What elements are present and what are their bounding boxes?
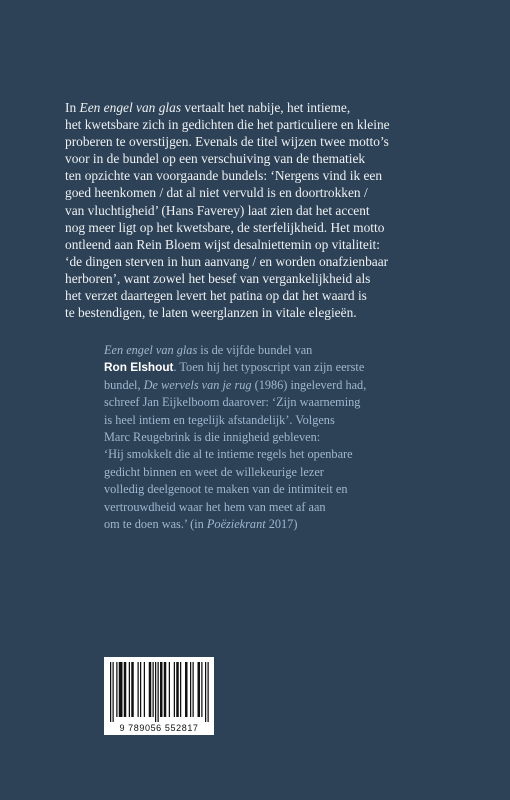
bio-line [104, 516, 434, 533]
magazine-title-italic: Poëziekrant [206, 517, 266, 532]
blurb-line: goed heenkomen / dat al niet vervuld is en doortrokken / [65, 185, 368, 201]
bio-line: is heel intiem en tegelijk afstandelijk’. Volgens [104, 412, 335, 427]
bio-line: ‘Hij smokkelt die al te intieme regels het openbare [104, 447, 353, 462]
blurb-line: proberen te overstijgen. Evenals de titel wijzen twee motto’s [65, 134, 389, 150]
book-title-italic: Een engel van glas [79, 100, 182, 115]
bio-line [104, 359, 434, 376]
author-name: Ron Elshout [104, 360, 174, 375]
bio-text: 2017) [265, 517, 298, 532]
bio-line: vertrouwdheid waar het hem van meet af aan [104, 499, 326, 514]
debut-title-italic: De wervels van je rug [143, 377, 252, 392]
blurb-line: voor in de bundel op een verschuiving van de thematiek [65, 151, 366, 167]
blurb-line: ten opzichte van voorgaande bundels: ‘Nergens vind ik een [65, 168, 383, 184]
bio-line: volledig deelgenoot te maken van de intimiteit en [104, 482, 348, 497]
bio-line [104, 342, 434, 359]
bio-line: gedicht binnen en weet de willekeurige lezer [104, 464, 324, 479]
bio-text: is de vijfde bundel van [197, 343, 313, 357]
isbn-number: 9 789056 552817 [119, 723, 199, 733]
book-title-italic: Een engel van glas [104, 343, 198, 357]
blurb-line: het verzet daartegen levert het patina op dat het waard is [65, 288, 367, 304]
bio-text: bundel, [104, 377, 144, 392]
blurb-line: herboren’, want zowel het besef van vergankelijkheid als [65, 270, 371, 286]
bio-line: Marc Reugebrink is die innigheid gebleven: [104, 430, 321, 445]
blurb-text: In [65, 100, 80, 115]
blurb-line [65, 99, 465, 116]
barcode-bars [108, 662, 210, 722]
bio-line [104, 377, 434, 394]
blurb-line: nog meer ligt op het kwetsbare, de sterfelijkheid. Het motto [65, 219, 385, 235]
bio-text: . Toen hij het typoscript van zijn eerste [173, 360, 365, 375]
blurb-text: vertaalt het nabije, het intieme, [181, 100, 351, 115]
blurb-line: het kwetsbare zich in gedichten die het particuliere en kleine [65, 117, 390, 133]
blurb-line: ontleend aan Rein Bloem wijst desalniettemin op vitaliteit: [65, 236, 380, 252]
author-bio-paragraph [104, 342, 434, 533]
isbn-barcode [104, 657, 214, 735]
bio-text: om te doen was.’ (in [104, 517, 207, 532]
bio-line: schreef Jan Eijkelboom daarover: ‘Zijn waarneming [104, 395, 361, 410]
blurb-line: van vluchtigheid’ (Hans Faverey) laat zien dat het accent [65, 202, 370, 218]
blurb-line: ‘de dingen sterven in hun aanvang / en worden onafzienbaar [65, 253, 389, 269]
bio-text: (1986) ingeleverd had, [251, 377, 367, 392]
blurb-paragraph [65, 99, 465, 321]
blurb-line: te bestendigen, te laten weerglanzen in vitale elegieën. [65, 305, 357, 321]
